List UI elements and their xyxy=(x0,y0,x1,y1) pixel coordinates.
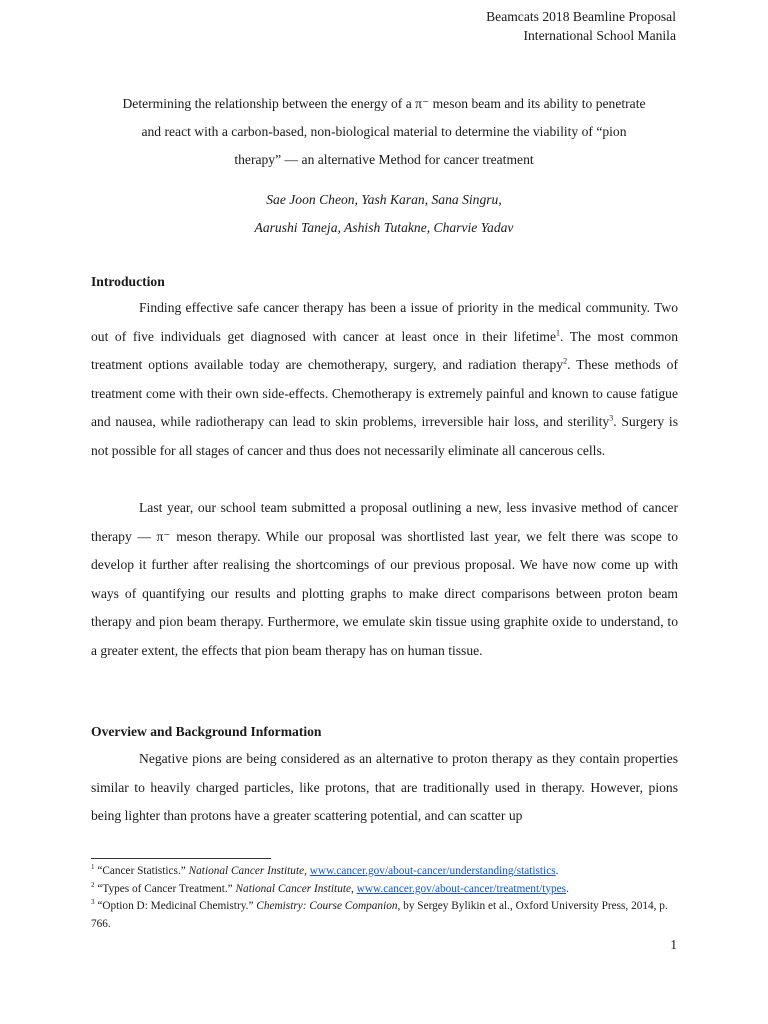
header-proposal-name: Beamcats 2018 Beamline Proposal xyxy=(486,9,676,24)
footnote-separator xyxy=(91,858,271,859)
footnote-ref-1: 1 xyxy=(556,327,561,337)
authors-line-2: Aarushi Taneja, Ashish Tutakne, Charvie Yadav xyxy=(254,220,514,235)
footnote-2-title: “Types of Cancer Treatment.” xyxy=(94,882,236,895)
title-line-2: and react with a carbon-based, non-biological material to determine the viability of “pion xyxy=(141,124,627,139)
footnote-2-number: 2 xyxy=(91,880,95,889)
author-list xyxy=(88,186,680,242)
paper-title xyxy=(88,90,680,174)
intro-p1-text-b: . The most common treatment options available today are chemotherapy, surgery, and radiation therapy xyxy=(91,328,678,372)
footnote-2 xyxy=(91,881,681,899)
footnote-ref-2: 2 xyxy=(563,356,568,366)
running-header xyxy=(486,7,676,45)
footnote-3-title: “Option D: Medicinal Chemistry.” xyxy=(94,900,257,912)
authors-line-1: Sae Joon Cheon, Yash Karan, Sana Singru, xyxy=(266,192,502,207)
footnote-ref-3: 3 xyxy=(609,413,614,423)
footnote-1-source: National Cancer Institute xyxy=(188,865,305,877)
intro-paragraph-2: Last year, our school team submitted a proposal outlining a new, less invasive method of cancer therapy — π⁻ meson therapy. While our proposal was shortlisted last year, we felt there was scope to develop it further after realising the shortcomings of our previous proposal. We have now come up with ways of quantifying our results and plotting graphs to make direct comparisons between proton beam therapy and pion beam therapy. Furthermore, we emulate skin tissue using graphite oxide to understand, to a greater extent, the effects that pion beam therapy has on human tissue. xyxy=(91,500,678,658)
footnote-2-source: National Cancer Institute xyxy=(235,882,351,895)
footnote-1-number: 1 xyxy=(91,863,95,872)
title-line-1: Determining the relationship between the energy of a π⁻ meson beam and its ability to penetrate xyxy=(122,96,646,111)
intro-paragraph-1 xyxy=(91,294,678,465)
header-school-name: International School Manila xyxy=(523,28,676,43)
footnote-1-separator: , xyxy=(304,865,310,877)
footnote-1-title: “Cancer Statistics.” xyxy=(94,865,189,877)
footnote-3-number: 3 xyxy=(91,898,95,907)
footnote-1-end: . xyxy=(555,865,559,877)
section-heading-overview: Overview and Background Information xyxy=(91,724,322,739)
footnote-2-link[interactable]: www.cancer.gov/about-cancer/treatment/types xyxy=(356,882,567,895)
footnote-3 xyxy=(91,898,681,933)
footnote-2-separator: , xyxy=(351,882,357,895)
footnote-2-end: . xyxy=(566,882,569,895)
page-number: 1 xyxy=(670,937,677,952)
section-heading-introduction: Introduction xyxy=(91,274,165,289)
overview-paragraph-1: Negative pions are being considered as an alternative to proton therapy as they contain properties similar to heavily charged particles, like protons, that are traditionally used in therapy. However, pions being lighter than protons have a greater scattering potential, and can scatter up xyxy=(91,751,678,823)
intro-p1-text-c: . These methods of treatment come with their own side-effects. Chemotherapy is extremely painful and known to cause fatigue and nausea, while radiotherapy can lead to skin problems, irreversible hair loss, and sterility xyxy=(91,357,678,429)
intro-p1-text-a: Finding effective safe cancer therapy has been a issue of priority in the medical community. Two out of five individuals get diagnosed with cancer at least once in their lifetime xyxy=(91,300,678,344)
footnotes xyxy=(91,863,681,933)
intro-p1-text-d: . Surgery is not possible for all stages of cancer and thus does not necessarily eliminate all cancerous cells. xyxy=(91,414,678,458)
title-line-3: therapy” — an alternative Method for cancer treatment xyxy=(234,152,534,167)
footnote-3-rest: , by Sergey Bylikin et al., Oxford University Press, 2014, p. 766. xyxy=(91,900,668,930)
footnote-3-source: Chemistry: Course Companion xyxy=(256,900,398,912)
footnote-1 xyxy=(91,863,681,881)
footnote-1-link[interactable]: www.cancer.gov/about-cancer/understanding/statistics xyxy=(309,865,556,877)
